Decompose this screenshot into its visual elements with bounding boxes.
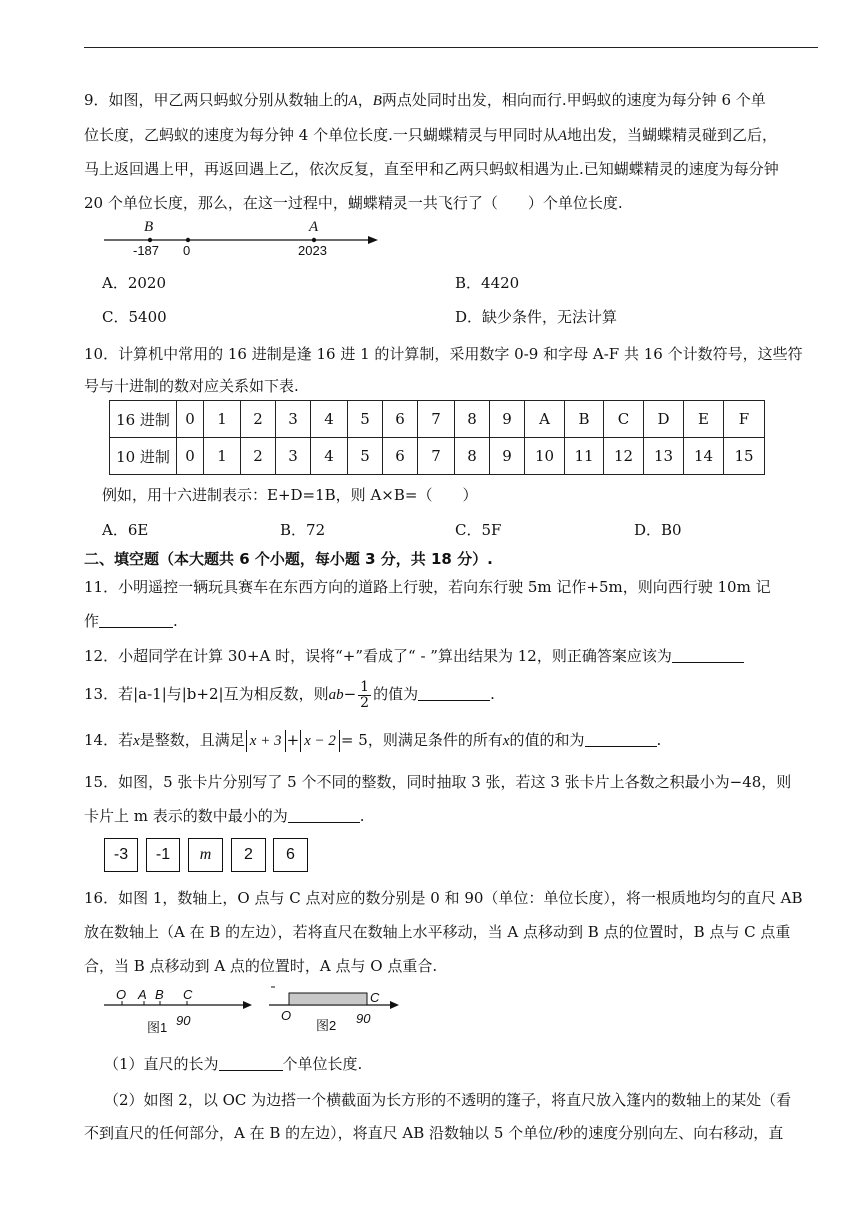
table-cell: 6 [383, 401, 418, 438]
table-cell: 6 [383, 438, 418, 475]
q9-line3: 马上返回遇上甲，再返回遇上乙，依次反复，直至甲和乙两只蚂蚁相遇为止.已知蝴蝶精灵的速度为每分钟 [84, 160, 779, 178]
q13-line: 13．若|a-1|与|b+2|互为相反数，则ab− $\frac{1}{2}$ 的值为 . [84, 678, 495, 711]
q16-part1-answer-blank[interactable] [219, 1054, 283, 1071]
fraction-one-half: $\frac{1}{2}$ [360, 678, 370, 711]
q16-line1: 16．如图 1，数轴上，O 点与 C 点对应的数分别是 0 和 90（单位：单位长度），将一根质地均匀的直尺 AB [84, 889, 803, 907]
fig1-label-b: B [155, 987, 164, 1002]
q9-option-c[interactable]: C．5400 [102, 308, 167, 326]
q11-line1: 11．小明遥控一辆玩具赛车在东西方向的道路上行驶，若向东行驶 5m 记作+5m，则向西行驶 10m 记 [84, 578, 771, 596]
fig1-label-a: A [138, 987, 147, 1002]
canopy-rect [289, 993, 367, 1005]
q10-option-d[interactable]: D．B0 [634, 521, 682, 539]
table-cell: 9 [490, 438, 525, 475]
card-2: 2 [231, 838, 266, 872]
table-cell: B [565, 401, 604, 438]
q9-line2: 位长度，乙蚂蚁的速度为每分钟 4 个单位长度.一只蝴蝶精灵与甲同时从A地出发，当蝴蝶精灵碰到乙后， [84, 126, 778, 144]
header-rule [84, 47, 818, 48]
table-cell: 3 [276, 401, 311, 438]
table-cell: 3 [276, 438, 311, 475]
axis-label-a: A [309, 219, 319, 235]
hex-decimal-table [109, 400, 765, 475]
q15-line1: 15．如图，5 张卡片分别写了 5 个不同的整数，同时抽取 3 张，若这 3 张卡片上各数之积最小为−48，则 [84, 773, 792, 791]
axis-label-b: B [144, 219, 154, 235]
q13-answer-blank[interactable] [418, 684, 490, 701]
table-row-hex [110, 401, 765, 438]
q12-answer-blank[interactable] [672, 646, 744, 663]
q9-line1: 9．如图，甲乙两只蚂蚁分别从数轴上的A，B两点处同时出发，相向而行.甲蚂蚁的速度为每分钟 6 个单 [84, 91, 766, 109]
table-cell: 1 [204, 438, 241, 475]
abs-x-plus-3: x + 3 [246, 730, 286, 752]
table-cell: 7 [418, 401, 455, 438]
q10-option-b[interactable]: B．72 [280, 521, 326, 539]
fig1-caption: 图1 [147, 1020, 168, 1035]
axis-value-zero: 0 [183, 243, 191, 258]
table-cell: 15 [724, 438, 765, 475]
q9-option-b[interactable]: B．4420 [455, 274, 520, 292]
q9-line4: 20 个单位长度，那么，在这一过程中，蝴蝶精灵一共飞行了（ ）个单位长度. [84, 194, 623, 212]
table-cell: 7 [418, 438, 455, 475]
fig1-label-c: C [183, 987, 193, 1002]
card-6: 6 [273, 838, 308, 872]
q16-line3: 合，当 B 点移动到 A 点的位置时，A 点与 O 点重合. [84, 957, 438, 975]
table-cell: 0 [177, 401, 204, 438]
table-cell: 4 [311, 438, 348, 475]
q10-line1: 10．计算机中常用的 16 进制是逢 16 进 1 的计算制，采用数字 0-9 和字母 A-F 共 16 个计数符号，这些符 [84, 345, 803, 363]
q11-answer-blank[interactable] [99, 611, 173, 628]
q16-part1: （1）直尺的长为 个单位长度. [104, 1055, 363, 1073]
table-cell: 8 [455, 438, 490, 475]
axis-value-b: -187 [133, 243, 160, 258]
table-cell: E [684, 401, 724, 438]
abs-x-minus-2: x − 2 [300, 730, 340, 752]
table-cell: D [644, 401, 684, 438]
table-cell: 11 [565, 438, 604, 475]
q9-option-a[interactable]: A．2020 [102, 274, 167, 292]
table-cell: A [525, 401, 565, 438]
q9-option-d[interactable]: D．缺少条件，无法计算 [455, 308, 618, 326]
q10-option-c[interactable]: C．5F [455, 521, 502, 539]
fig2-label-c: C [370, 990, 380, 1005]
fig1-value-90: 90 [176, 1013, 191, 1028]
table-cell: 1 [204, 401, 241, 438]
fig2-value-90: 90 [356, 1011, 371, 1026]
point-b [148, 238, 152, 242]
q15-line2: 卡片上 m 表示的数中最小的为 . [84, 807, 365, 825]
table-cell: 5 [348, 401, 383, 438]
card-m: m [188, 838, 223, 872]
table-cell: 0 [177, 438, 204, 475]
q14-line: 14．若x是整数，且满足 x + 3 + x − 2 = 5，则满足条件的所有x的值的和为 . [84, 729, 661, 752]
table-cell: C [604, 401, 644, 438]
q16-line2: 放在数轴上（A 在 B 的左边），若将直尺在数轴上水平移动，当 A 点移动到 B 点的位置时，B 点与 C 点重 [84, 923, 791, 941]
q16-part2-line2: 不到直尺的任何部分，A 在 B 的左边），将直尺 AB 沿数轴以 5 个单位/秒的速度分别向左、向右移动，直 [84, 1124, 784, 1142]
row-label-hex: 16 进制 [110, 401, 177, 438]
table-cell: 4 [311, 401, 348, 438]
table-cell: F [724, 401, 765, 438]
point-a [312, 238, 316, 242]
table-cell: 2 [241, 438, 276, 475]
q15-answer-blank[interactable] [288, 806, 360, 823]
q10-line2: 号与十进制的数对应关系如下表. [84, 377, 299, 395]
table-cell: 2 [241, 401, 276, 438]
table-cell: 5 [348, 438, 383, 475]
fig2-label-o: O [281, 1008, 292, 1023]
table-cell: 13 [644, 438, 684, 475]
axis-value-a: 2023 [298, 243, 327, 258]
q10-option-a[interactable]: A．6E [102, 521, 149, 539]
table-cell: 9 [490, 401, 525, 438]
row-label-decimal: 10 进制 [110, 438, 177, 475]
q10-example: 例如，用十六进制表示：E+D=1B，则 A×B=（ ） [102, 486, 478, 504]
table-cell: 12 [604, 438, 644, 475]
section-title-fill-blank: 二、填空题（本大题共 6 个小题，每小题 3 分，共 18 分）. [84, 550, 493, 568]
card-minus-3: -3 [104, 838, 138, 872]
q12-line: 12．小超同学在计算 30+A 时，误将“+”看成了“ - ”算出结果为 12，则正确答案应该为 [84, 645, 744, 667]
fig2-caption: 图2 [316, 1018, 337, 1033]
q14-answer-blank[interactable] [585, 730, 657, 747]
table-row-decimal [110, 438, 765, 475]
card-minus-1: -1 [146, 838, 180, 872]
q16-part2-line1: （2）如图 2，以 OC 为边搭一个横截面为长方形的不透明的篷子，将直尺放入篷内的数轴上的某处（看 [104, 1091, 792, 1109]
point-zero [186, 238, 190, 242]
fig1-label-o: O [116, 987, 127, 1002]
table-cell: 14 [684, 438, 724, 475]
table-cell: 10 [525, 438, 565, 475]
q11-line2: 作 . [84, 612, 178, 630]
table-cell: 8 [455, 401, 490, 438]
